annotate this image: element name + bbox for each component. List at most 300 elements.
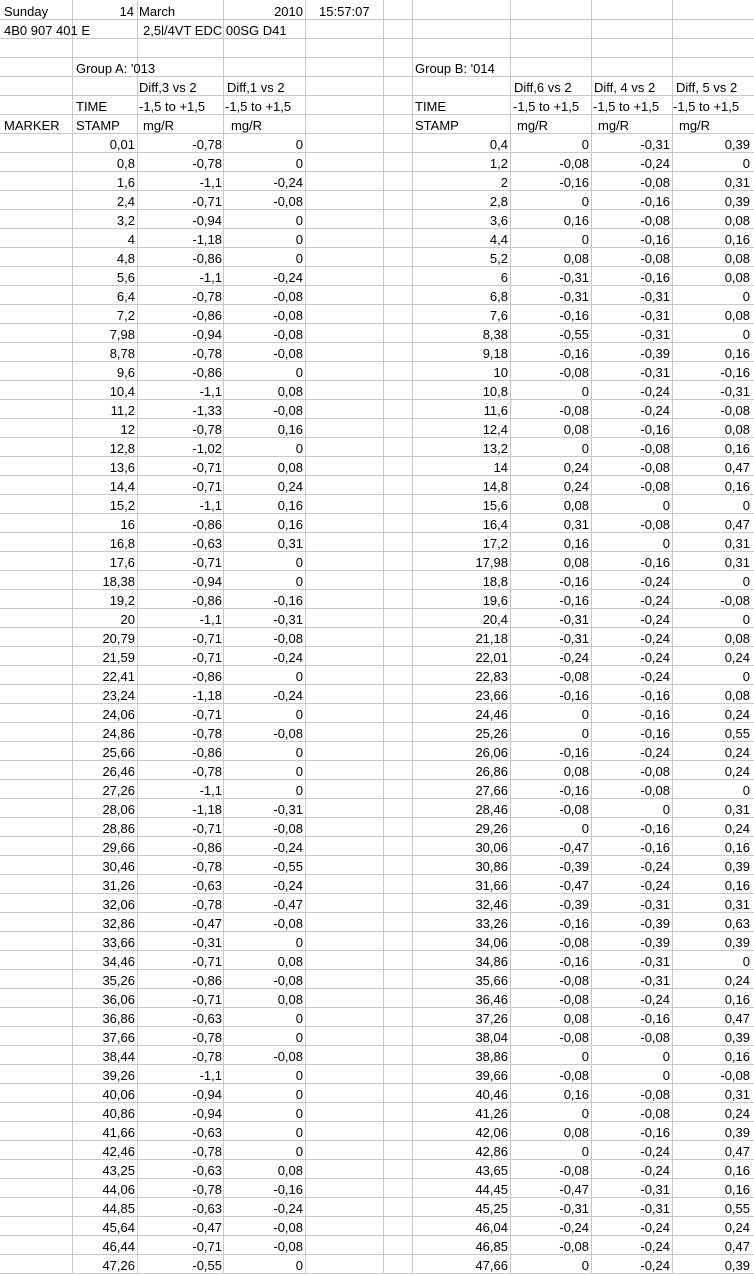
diff-5-vs-2-cell[interactable]: 0,63: [724, 916, 750, 931]
time-stamp-a-cell[interactable]: 13,6: [109, 460, 135, 475]
time-stamp-b-cell[interactable]: 43,65: [475, 1163, 508, 1178]
diff-4-vs-2-cell[interactable]: -0,08: [640, 517, 670, 532]
diff-5-vs-2-cell[interactable]: 0,31: [724, 802, 750, 817]
diff-4-vs-2-cell[interactable]: -0,24: [640, 1144, 670, 1159]
diff-4-vs-2-cell[interactable]: -0,16: [640, 707, 670, 722]
diff-3-vs-2-cell[interactable]: -0,71: [192, 1239, 222, 1254]
diff-5-vs-2-cell[interactable]: 0,16: [724, 346, 750, 361]
diff-3-vs-2-cell[interactable]: -0,86: [192, 517, 222, 532]
diff-5-vs-2-cell[interactable]: 0,24: [724, 745, 750, 760]
diff-5-vs-2-cell[interactable]: 0: [742, 289, 750, 304]
diff-6-vs-2-cell[interactable]: 0: [581, 384, 589, 399]
diff-6-vs-2-cell[interactable]: -0,16: [559, 574, 589, 589]
diff-3-vs-2-cell[interactable]: -1,1: [199, 612, 222, 627]
diff-3-vs-2-cell[interactable]: -1,18: [192, 802, 222, 817]
diff-3-vs-2-cell[interactable]: -0,94: [192, 1087, 222, 1102]
time-stamp-a-cell[interactable]: 1,6: [116, 175, 135, 190]
diff-5-vs-2-cell[interactable]: 0: [742, 327, 750, 342]
time-stamp-b-cell[interactable]: 42,86: [475, 1144, 508, 1159]
time-stamp-a-cell[interactable]: 40,86: [102, 1106, 135, 1121]
diff-5-vs-2-cell[interactable]: -0,31: [720, 384, 750, 399]
diff-5-vs-2-cell[interactable]: 0,55: [724, 726, 750, 741]
diff-4-vs-2-cell[interactable]: -0,16: [640, 688, 670, 703]
time-stamp-b-cell[interactable]: 14: [493, 460, 508, 475]
diff-4-vs-2-cell[interactable]: -0,31: [640, 137, 670, 152]
time-stamp-b-cell[interactable]: 21,18: [475, 631, 508, 646]
time-stamp-b-cell[interactable]: 11,6: [483, 403, 508, 418]
diff-6-vs-2-cell[interactable]: -0,16: [559, 916, 589, 931]
diff-1-vs-2-cell[interactable]: -0,24: [273, 270, 303, 285]
diff-4-vs-2-cell[interactable]: -0,24: [640, 878, 670, 893]
time-stamp-b-cell[interactable]: 28,46: [475, 802, 508, 817]
diff-6-vs-2-cell[interactable]: -0,16: [559, 688, 589, 703]
diff-4-vs-2-cell[interactable]: -0,24: [640, 992, 670, 1007]
diff-3-vs-2-cell[interactable]: -0,86: [192, 593, 222, 608]
diff-3-vs-2-cell[interactable]: -0,78: [192, 346, 222, 361]
diff-4-vs-2-cell[interactable]: -0,39: [640, 346, 670, 361]
diff-5-vs-2-cell[interactable]: 0,08: [724, 251, 750, 266]
diff-3-vs-2-cell[interactable]: -1,02: [192, 441, 222, 456]
diff-4-vs-2-cell[interactable]: -0,31: [640, 365, 670, 380]
diff-6-vs-2-cell[interactable]: 0: [581, 441, 589, 456]
diff-6-vs-2-cell[interactable]: 0: [581, 707, 589, 722]
diff-4-vs-2-cell[interactable]: 0: [662, 536, 670, 551]
diff-6-vs-2-cell[interactable]: -0,08: [559, 973, 589, 988]
diff-5-vs-2-cell[interactable]: -0,08: [720, 593, 750, 608]
time-stamp-a-cell[interactable]: 16,8: [109, 536, 135, 551]
diff-4-vs-2-cell[interactable]: 0: [662, 802, 670, 817]
diff-4-vs-2-cell[interactable]: -0,08: [640, 1030, 670, 1045]
diff-6-vs-2-cell[interactable]: 0: [581, 1258, 589, 1273]
time-stamp-a-cell[interactable]: 20,79: [102, 631, 135, 646]
diff-3-vs-2-cell[interactable]: -0,71: [192, 555, 222, 570]
diff-5-vs-2-cell[interactable]: 0,24: [724, 1106, 750, 1121]
diff-1-vs-2-cell[interactable]: -0,24: [273, 688, 303, 703]
time-stamp-b-cell[interactable]: 14,8: [482, 479, 508, 494]
diff-6-vs-2-cell[interactable]: -0,24: [559, 1220, 589, 1235]
diff-6-vs-2-cell[interactable]: 0,08: [563, 1125, 589, 1140]
diff-1-vs-2-cell[interactable]: -0,08: [273, 346, 303, 361]
diff-6-vs-2-cell[interactable]: -0,31: [559, 1201, 589, 1216]
diff-1-vs-2-cell[interactable]: 0: [295, 1125, 303, 1140]
diff-6-vs-2-cell[interactable]: 0: [581, 726, 589, 741]
group-a-range2[interactable]: -1,5 to +1,5: [225, 99, 292, 114]
time-stamp-a-cell[interactable]: 0,8: [116, 156, 135, 171]
diff-3-vs-2-cell[interactable]: -0,71: [192, 194, 222, 209]
time-stamp-a-cell[interactable]: 28,86: [102, 821, 135, 836]
diff-6-vs-2-cell[interactable]: 0,16: [563, 1087, 589, 1102]
time-stamp-b-cell[interactable]: 0,4: [489, 137, 508, 152]
time-stamp-b-cell[interactable]: 4,4: [489, 232, 508, 247]
diff-5-vs-2-cell[interactable]: 0,47: [724, 517, 750, 532]
diff-5-vs-2-cell[interactable]: 0,24: [724, 973, 750, 988]
diff-3-vs-2-cell[interactable]: -0,86: [192, 251, 222, 266]
diff-3-vs-2-cell[interactable]: -0,78: [192, 137, 222, 152]
diff-6-vs-2-cell[interactable]: -0,24: [559, 650, 589, 665]
diff-5-vs-2-cell[interactable]: 0,39: [724, 1125, 750, 1140]
time-stamp-b-cell[interactable]: 26,06: [475, 745, 508, 760]
date-number-cell[interactable]: 14: [119, 4, 134, 19]
diff-5-vs-2-cell[interactable]: 0,39: [724, 859, 750, 874]
time-stamp-a-cell[interactable]: 34,46: [102, 954, 135, 969]
diff-4-vs-2-cell[interactable]: -0,24: [640, 593, 670, 608]
diff-6-vs-2-cell[interactable]: 0,08: [563, 1011, 589, 1026]
diff-5-vs-2-cell[interactable]: 0,08: [724, 308, 750, 323]
diff-1-vs-2-cell[interactable]: 0: [295, 441, 303, 456]
diff-5-vs-2-cell[interactable]: 0,24: [724, 1220, 750, 1235]
time-stamp-b-cell[interactable]: 38,04: [475, 1030, 508, 1045]
group-a-col1-title[interactable]: Diff,3 vs 2: [139, 80, 197, 95]
diff-6-vs-2-cell[interactable]: -0,47: [559, 840, 589, 855]
diff-1-vs-2-cell[interactable]: 0: [295, 156, 303, 171]
diff-4-vs-2-cell[interactable]: -0,08: [640, 783, 670, 798]
diff-5-vs-2-cell[interactable]: 0,24: [724, 821, 750, 836]
time-stamp-b-cell[interactable]: 42,06: [475, 1125, 508, 1140]
time-stamp-a-cell[interactable]: 29,66: [102, 840, 135, 855]
group-b-unit3[interactable]: mg/R: [679, 118, 711, 133]
time-stamp-b-cell[interactable]: 33,26: [475, 916, 508, 931]
time-stamp-a-cell[interactable]: 24,06: [102, 707, 135, 722]
diff-1-vs-2-cell[interactable]: 0: [295, 365, 303, 380]
time-stamp-a-cell[interactable]: 19,2: [109, 593, 135, 608]
time-cell[interactable]: 15:57:07: [319, 4, 370, 19]
diff-5-vs-2-cell[interactable]: 0,16: [724, 840, 750, 855]
diff-6-vs-2-cell[interactable]: 0: [581, 821, 589, 836]
diff-1-vs-2-cell[interactable]: -0,16: [273, 1182, 303, 1197]
diff-3-vs-2-cell[interactable]: -1,1: [199, 498, 222, 513]
diff-5-vs-2-cell[interactable]: 0,08: [724, 688, 750, 703]
time-stamp-b-cell[interactable]: 25,26: [475, 726, 508, 741]
diff-6-vs-2-cell[interactable]: -0,08: [559, 1030, 589, 1045]
time-label-a[interactable]: TIME: [76, 99, 108, 114]
diff-3-vs-2-cell[interactable]: -0,78: [192, 1049, 222, 1064]
time-stamp-a-cell[interactable]: 4,8: [116, 251, 135, 266]
diff-5-vs-2-cell[interactable]: 0,47: [724, 1011, 750, 1026]
time-stamp-b-cell[interactable]: 30,06: [475, 840, 508, 855]
diff-1-vs-2-cell[interactable]: -0,31: [273, 612, 303, 627]
time-stamp-b-cell[interactable]: 31,66: [475, 878, 508, 893]
time-stamp-a-cell[interactable]: 12,8: [109, 441, 135, 456]
time-stamp-b-cell[interactable]: 22,83: [475, 669, 508, 684]
time-stamp-a-cell[interactable]: 6,4: [116, 289, 135, 304]
diff-1-vs-2-cell[interactable]: -0,08: [273, 308, 303, 323]
diff-4-vs-2-cell[interactable]: 0: [662, 498, 670, 513]
time-stamp-a-cell[interactable]: 30,46: [102, 859, 135, 874]
diff-1-vs-2-cell[interactable]: -0,08: [273, 289, 303, 304]
diff-6-vs-2-cell[interactable]: -0,08: [559, 669, 589, 684]
diff-4-vs-2-cell[interactable]: -0,08: [640, 764, 670, 779]
diff-4-vs-2-cell[interactable]: -0,24: [640, 1163, 670, 1178]
diff-4-vs-2-cell[interactable]: -0,24: [640, 574, 670, 589]
diff-1-vs-2-cell[interactable]: -0,24: [273, 175, 303, 190]
diff-3-vs-2-cell[interactable]: -1,1: [199, 1068, 222, 1083]
time-label-b[interactable]: TIME: [415, 99, 447, 114]
diff-6-vs-2-cell[interactable]: -0,08: [559, 403, 589, 418]
diff-3-vs-2-cell[interactable]: -0,71: [192, 460, 222, 475]
time-stamp-a-cell[interactable]: 8,78: [109, 346, 135, 361]
time-stamp-b-cell[interactable]: 2,8: [489, 194, 508, 209]
diff-6-vs-2-cell[interactable]: 0: [581, 1049, 589, 1064]
diff-3-vs-2-cell[interactable]: -0,94: [192, 213, 222, 228]
diff-5-vs-2-cell[interactable]: 0,08: [724, 422, 750, 437]
time-stamp-a-cell[interactable]: 16: [120, 517, 135, 532]
time-stamp-b-cell[interactable]: 46,04: [475, 1220, 508, 1235]
time-stamp-a-cell[interactable]: 7,2: [116, 308, 135, 323]
time-stamp-a-cell[interactable]: 35,26: [102, 973, 135, 988]
time-stamp-a-cell[interactable]: 5,6: [116, 270, 135, 285]
diff-6-vs-2-cell[interactable]: 0,31: [563, 517, 589, 532]
diff-5-vs-2-cell[interactable]: 0,39: [724, 1258, 750, 1273]
diff-1-vs-2-cell[interactable]: 0: [295, 251, 303, 266]
time-stamp-a-cell[interactable]: 33,66: [102, 935, 135, 950]
diff-5-vs-2-cell[interactable]: 0,24: [724, 764, 750, 779]
diff-5-vs-2-cell[interactable]: 0,39: [724, 194, 750, 209]
diff-4-vs-2-cell[interactable]: -0,16: [640, 726, 670, 741]
diff-3-vs-2-cell[interactable]: -0,86: [192, 973, 222, 988]
time-stamp-a-cell[interactable]: 20: [120, 612, 135, 627]
time-stamp-a-cell[interactable]: 47,26: [102, 1258, 135, 1273]
diff-1-vs-2-cell[interactable]: 0: [295, 764, 303, 779]
diff-5-vs-2-cell[interactable]: 0,39: [724, 935, 750, 950]
diff-3-vs-2-cell[interactable]: -0,63: [192, 878, 222, 893]
diff-3-vs-2-cell[interactable]: -0,78: [192, 156, 222, 171]
time-stamp-b-cell[interactable]: 10: [493, 365, 508, 380]
diff-3-vs-2-cell[interactable]: -0,86: [192, 840, 222, 855]
time-stamp-b-cell[interactable]: 46,85: [475, 1239, 508, 1254]
time-stamp-b-cell[interactable]: 2: [500, 175, 508, 190]
diff-4-vs-2-cell[interactable]: -0,16: [640, 840, 670, 855]
diff-3-vs-2-cell[interactable]: -0,86: [192, 365, 222, 380]
time-stamp-b-cell[interactable]: 6: [500, 270, 508, 285]
time-stamp-b-cell[interactable]: 36,46: [475, 992, 508, 1007]
diff-4-vs-2-cell[interactable]: -0,16: [640, 422, 670, 437]
time-stamp-b-cell[interactable]: 30,86: [475, 859, 508, 874]
diff-6-vs-2-cell[interactable]: 0: [581, 1106, 589, 1121]
diff-1-vs-2-cell[interactable]: 0,31: [277, 536, 303, 551]
time-stamp-b-cell[interactable]: 15,6: [482, 498, 508, 513]
diff-1-vs-2-cell[interactable]: 0: [295, 213, 303, 228]
diff-4-vs-2-cell[interactable]: -0,31: [640, 954, 670, 969]
diff-3-vs-2-cell[interactable]: -1,1: [199, 270, 222, 285]
diff-4-vs-2-cell[interactable]: -0,08: [640, 479, 670, 494]
diff-3-vs-2-cell[interactable]: -0,71: [192, 954, 222, 969]
diff-1-vs-2-cell[interactable]: 0: [295, 1144, 303, 1159]
time-stamp-a-cell[interactable]: 43,25: [102, 1163, 135, 1178]
diff-5-vs-2-cell[interactable]: 0: [742, 669, 750, 684]
time-stamp-b-cell[interactable]: 10,8: [482, 384, 508, 399]
engine-cell[interactable]: 2,5l/4VT EDC 00SG D41: [143, 23, 287, 38]
diff-5-vs-2-cell[interactable]: 0,47: [724, 1239, 750, 1254]
diff-6-vs-2-cell[interactable]: -0,08: [559, 156, 589, 171]
time-stamp-a-cell[interactable]: 44,06: [102, 1182, 135, 1197]
diff-1-vs-2-cell[interactable]: -0,08: [273, 327, 303, 342]
part-number-cell[interactable]: 4B0 907 401 E: [4, 23, 91, 38]
diff-5-vs-2-cell[interactable]: 0,47: [724, 1144, 750, 1159]
time-stamp-a-cell[interactable]: 9,6: [116, 365, 135, 380]
diff-1-vs-2-cell[interactable]: 0,16: [277, 517, 303, 532]
time-stamp-b-cell[interactable]: 44,45: [475, 1182, 508, 1197]
marker-label[interactable]: MARKER: [4, 118, 60, 133]
diff-1-vs-2-cell[interactable]: 0: [295, 1030, 303, 1045]
time-stamp-b-cell[interactable]: 12,4: [482, 422, 508, 437]
diff-1-vs-2-cell[interactable]: 0: [295, 1068, 303, 1083]
diff-6-vs-2-cell[interactable]: 0,08: [563, 251, 589, 266]
diff-5-vs-2-cell[interactable]: 0,24: [724, 707, 750, 722]
diff-4-vs-2-cell[interactable]: -0,08: [640, 175, 670, 190]
diff-4-vs-2-cell[interactable]: -0,31: [640, 1182, 670, 1197]
diff-4-vs-2-cell[interactable]: -0,08: [640, 1087, 670, 1102]
year-cell[interactable]: 2010: [274, 4, 303, 19]
diff-3-vs-2-cell[interactable]: -0,78: [192, 1030, 222, 1045]
diff-1-vs-2-cell[interactable]: 0,08: [277, 954, 303, 969]
diff-3-vs-2-cell[interactable]: -0,55: [192, 1258, 222, 1273]
time-stamp-b-cell[interactable]: 18,8: [482, 574, 508, 589]
diff-5-vs-2-cell[interactable]: 0,55: [724, 1201, 750, 1216]
diff-3-vs-2-cell[interactable]: -0,86: [192, 308, 222, 323]
diff-6-vs-2-cell[interactable]: -0,16: [559, 346, 589, 361]
diff-1-vs-2-cell[interactable]: -0,31: [273, 802, 303, 817]
time-stamp-b-cell[interactable]: 5,2: [489, 251, 508, 266]
time-stamp-a-cell[interactable]: 10,4: [109, 384, 135, 399]
time-stamp-a-cell[interactable]: 37,66: [102, 1030, 135, 1045]
diff-6-vs-2-cell[interactable]: -0,31: [559, 270, 589, 285]
time-stamp-b-cell[interactable]: 37,26: [475, 1011, 508, 1026]
diff-6-vs-2-cell[interactable]: -0,08: [559, 365, 589, 380]
time-stamp-a-cell[interactable]: 40,06: [102, 1087, 135, 1102]
time-stamp-a-cell[interactable]: 12: [120, 422, 135, 437]
diff-1-vs-2-cell[interactable]: -0,55: [273, 859, 303, 874]
diff-4-vs-2-cell[interactable]: -0,24: [640, 745, 670, 760]
time-stamp-a-cell[interactable]: 36,06: [102, 992, 135, 1007]
time-stamp-b-cell[interactable]: 32,46: [475, 897, 508, 912]
diff-6-vs-2-cell[interactable]: 0: [581, 194, 589, 209]
time-stamp-a-cell[interactable]: 31,26: [102, 878, 135, 893]
diff-4-vs-2-cell[interactable]: -0,31: [640, 973, 670, 988]
diff-1-vs-2-cell[interactable]: 0: [295, 935, 303, 950]
time-stamp-a-cell[interactable]: 32,06: [102, 897, 135, 912]
time-stamp-b-cell[interactable]: 24,46: [475, 707, 508, 722]
diff-6-vs-2-cell[interactable]: 0: [581, 137, 589, 152]
diff-4-vs-2-cell[interactable]: -0,24: [640, 650, 670, 665]
diff-1-vs-2-cell[interactable]: -0,08: [273, 726, 303, 741]
diff-1-vs-2-cell[interactable]: 0: [295, 1258, 303, 1273]
diff-3-vs-2-cell[interactable]: -0,63: [192, 1163, 222, 1178]
time-stamp-a-cell[interactable]: 24,86: [102, 726, 135, 741]
time-stamp-a-cell[interactable]: 3,2: [116, 213, 135, 228]
diff-1-vs-2-cell[interactable]: -0,08: [273, 973, 303, 988]
diff-3-vs-2-cell[interactable]: -0,71: [192, 631, 222, 646]
diff-3-vs-2-cell[interactable]: -0,63: [192, 536, 222, 551]
diff-3-vs-2-cell[interactable]: -0,71: [192, 479, 222, 494]
diff-4-vs-2-cell[interactable]: -0,24: [640, 859, 670, 874]
diff-4-vs-2-cell[interactable]: -0,24: [640, 1239, 670, 1254]
diff-1-vs-2-cell[interactable]: -0,24: [273, 1201, 303, 1216]
diff-6-vs-2-cell[interactable]: -0,39: [559, 897, 589, 912]
diff-3-vs-2-cell[interactable]: -0,78: [192, 422, 222, 437]
group-b-unit1[interactable]: mg/R: [517, 118, 549, 133]
diff-3-vs-2-cell[interactable]: -0,31: [192, 935, 222, 950]
group-b-col2-title[interactable]: Diff, 4 vs 2: [594, 80, 656, 95]
group-b-unit2[interactable]: mg/R: [598, 118, 630, 133]
diff-3-vs-2-cell[interactable]: -1,18: [192, 232, 222, 247]
time-stamp-b-cell[interactable]: 16,4: [482, 517, 508, 532]
diff-4-vs-2-cell[interactable]: -0,08: [640, 460, 670, 475]
diff-3-vs-2-cell[interactable]: -0,86: [192, 669, 222, 684]
diff-4-vs-2-cell[interactable]: -0,31: [640, 308, 670, 323]
diff-5-vs-2-cell[interactable]: 0,08: [724, 631, 750, 646]
diff-4-vs-2-cell[interactable]: -0,31: [640, 1201, 670, 1216]
diff-1-vs-2-cell[interactable]: -0,24: [273, 840, 303, 855]
diff-6-vs-2-cell[interactable]: -0,47: [559, 878, 589, 893]
time-stamp-a-cell[interactable]: 23,24: [102, 688, 135, 703]
time-stamp-a-cell[interactable]: 46,44: [102, 1239, 135, 1254]
group-a-unit1[interactable]: mg/R: [143, 118, 175, 133]
diff-4-vs-2-cell[interactable]: -0,24: [640, 384, 670, 399]
diff-1-vs-2-cell[interactable]: -0,08: [273, 916, 303, 931]
diff-3-vs-2-cell[interactable]: -0,78: [192, 859, 222, 874]
diff-6-vs-2-cell[interactable]: 0: [581, 1144, 589, 1159]
diff-5-vs-2-cell[interactable]: 0: [742, 954, 750, 969]
diff-5-vs-2-cell[interactable]: 0,31: [724, 897, 750, 912]
diff-5-vs-2-cell[interactable]: 0: [742, 612, 750, 627]
diff-1-vs-2-cell[interactable]: 0,24: [277, 479, 303, 494]
time-stamp-a-cell[interactable]: 15,2: [109, 498, 135, 513]
time-stamp-b-cell[interactable]: 9,18: [482, 346, 508, 361]
diff-1-vs-2-cell[interactable]: 0,08: [277, 460, 303, 475]
diff-3-vs-2-cell[interactable]: -1,18: [192, 688, 222, 703]
diff-6-vs-2-cell[interactable]: 0,08: [563, 764, 589, 779]
group-b-col1-title[interactable]: Diff,6 vs 2: [514, 80, 572, 95]
diff-5-vs-2-cell[interactable]: 0,16: [724, 992, 750, 1007]
diff-4-vs-2-cell[interactable]: -0,16: [640, 1125, 670, 1140]
diff-5-vs-2-cell[interactable]: -0,08: [720, 403, 750, 418]
diff-1-vs-2-cell[interactable]: 0: [295, 1087, 303, 1102]
diff-5-vs-2-cell[interactable]: -0,08: [720, 1068, 750, 1083]
diff-6-vs-2-cell[interactable]: -0,16: [559, 308, 589, 323]
time-stamp-b-cell[interactable]: 8,38: [482, 327, 508, 342]
stamp-label-b[interactable]: STAMP: [415, 118, 459, 133]
time-stamp-b-cell[interactable]: 47,66: [475, 1258, 508, 1273]
time-stamp-b-cell[interactable]: 13,2: [482, 441, 508, 456]
diff-6-vs-2-cell[interactable]: -0,16: [559, 783, 589, 798]
time-stamp-a-cell[interactable]: 32,86: [102, 916, 135, 931]
time-stamp-b-cell[interactable]: 17,2: [482, 536, 508, 551]
diff-1-vs-2-cell[interactable]: -0,47: [273, 897, 303, 912]
diff-6-vs-2-cell[interactable]: 0,08: [563, 422, 589, 437]
stamp-label-a[interactable]: STAMP: [76, 118, 120, 133]
diff-4-vs-2-cell[interactable]: -0,24: [640, 612, 670, 627]
time-stamp-a-cell[interactable]: 14,4: [109, 479, 135, 494]
diff-1-vs-2-cell[interactable]: 0: [295, 1106, 303, 1121]
diff-1-vs-2-cell[interactable]: 0,08: [277, 384, 303, 399]
diff-3-vs-2-cell[interactable]: -0,94: [192, 1106, 222, 1121]
diff-1-vs-2-cell[interactable]: 0,08: [277, 992, 303, 1007]
time-stamp-a-cell[interactable]: 45,64: [102, 1220, 135, 1235]
diff-5-vs-2-cell[interactable]: 0,08: [724, 213, 750, 228]
diff-6-vs-2-cell[interactable]: 0,16: [563, 213, 589, 228]
time-stamp-b-cell[interactable]: 17,98: [475, 555, 508, 570]
diff-1-vs-2-cell[interactable]: 0: [295, 669, 303, 684]
diff-4-vs-2-cell[interactable]: -0,24: [640, 1220, 670, 1235]
diff-1-vs-2-cell[interactable]: -0,08: [273, 821, 303, 836]
diff-5-vs-2-cell[interactable]: 0,16: [724, 878, 750, 893]
diff-6-vs-2-cell[interactable]: -0,08: [559, 992, 589, 1007]
time-stamp-a-cell[interactable]: 26,46: [102, 764, 135, 779]
group-a-label[interactable]: Group A: '013: [76, 61, 156, 76]
time-stamp-a-cell[interactable]: 28,06: [102, 802, 135, 817]
diff-4-vs-2-cell[interactable]: -0,24: [640, 631, 670, 646]
time-stamp-a-cell[interactable]: 0,01: [109, 137, 135, 152]
